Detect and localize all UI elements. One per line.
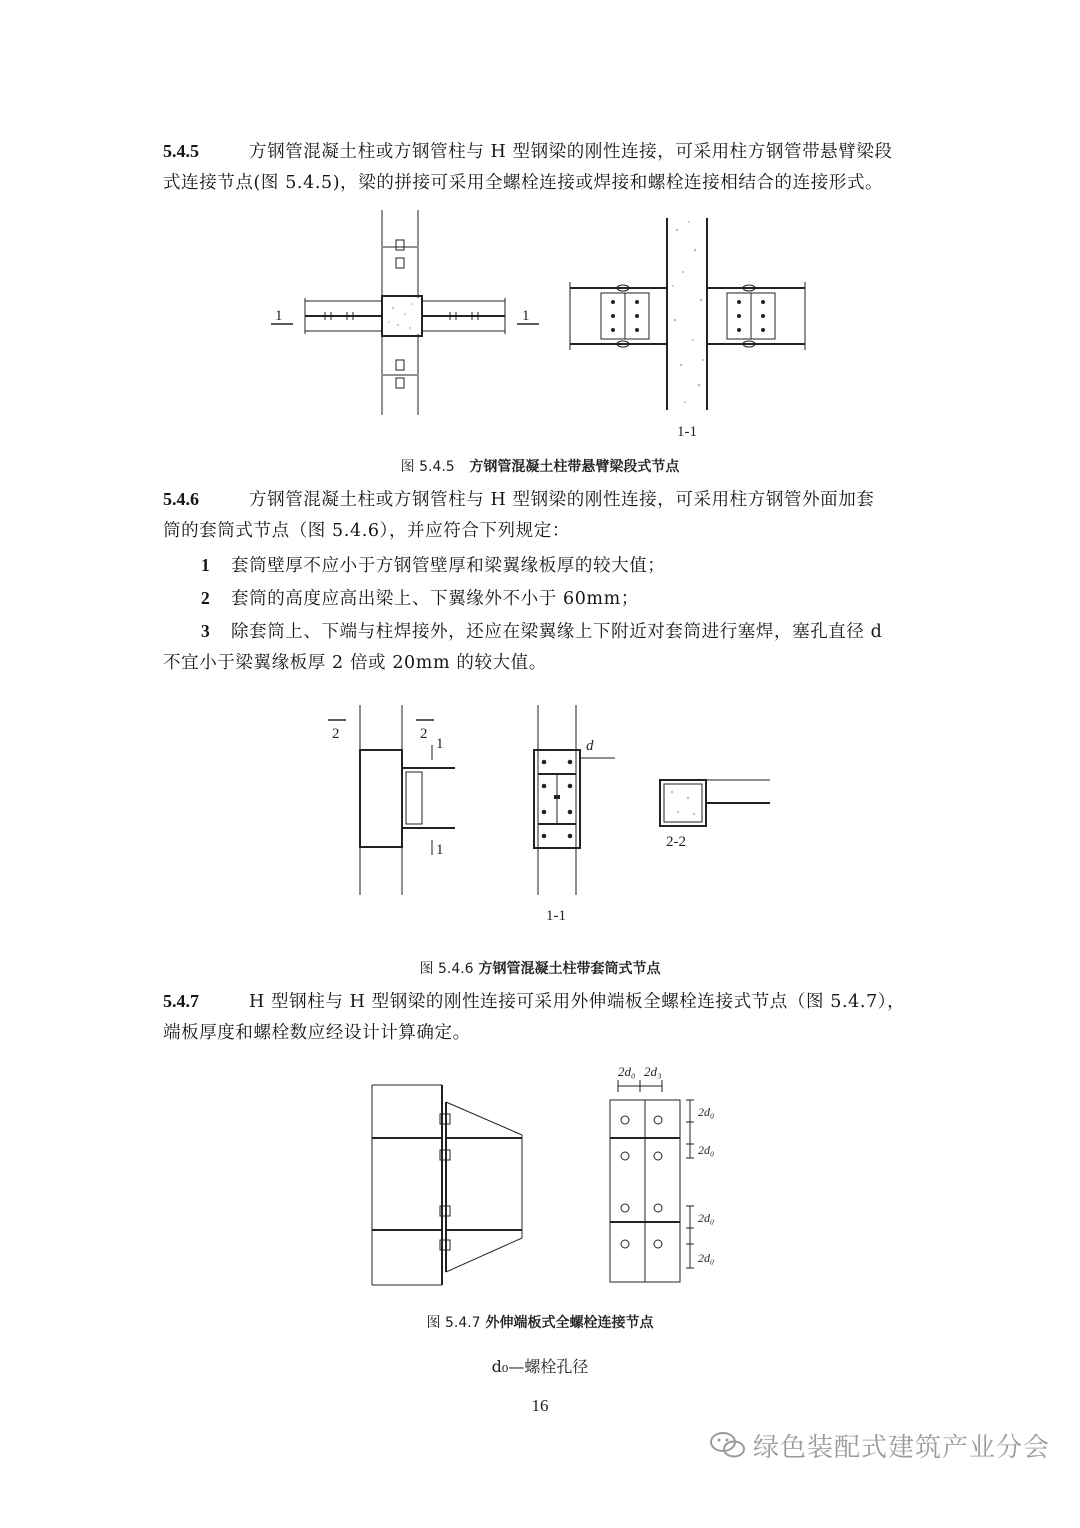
cut-mark-label: 1	[275, 308, 283, 324]
figure-5-4-7-endplate	[600, 1058, 730, 1288]
item-number: 3	[201, 621, 210, 641]
figure-title: 外伸端板式全螺栓连接节点	[485, 1315, 654, 1331]
section-text-cont: 端板厚度和螺栓数应经设计计算确定。	[163, 1023, 471, 1043]
dim-label: 2d₀	[698, 1143, 715, 1157]
section-5-4-6	[163, 484, 923, 547]
cut-mark-label: 2	[420, 726, 428, 742]
symbol-note: d₀—螺栓孔径	[491, 1357, 589, 1376]
figure-5-4-6-section-1-1	[520, 700, 640, 930]
cut-mark-label: 1	[436, 736, 444, 752]
section-5-4-7	[163, 986, 923, 1049]
dim-label: 2d₀	[618, 1064, 636, 1079]
wechat-icon	[709, 1430, 747, 1460]
dim-label: 2d₀	[698, 1251, 715, 1265]
figure-5-4-5-plan	[265, 210, 555, 420]
dim-label: d	[586, 738, 594, 754]
figure-5-4-7-elevation	[360, 1080, 535, 1295]
item-text: 除套筒上、下端与柱焊接外，还应在梁翼缘上下附近对套筒进行塞焊，塞孔直径 d	[231, 622, 883, 642]
watermark	[709, 1425, 1059, 1465]
figure-5-4-6-elevation	[320, 700, 480, 900]
item-number: 1	[201, 555, 210, 575]
item-text-cont: 不宜小于梁翼缘板厚 2 倍或 20mm 的较大值。	[163, 653, 547, 673]
section-label: 2-2	[666, 834, 686, 850]
item-text: 套筒壁厚不应小于方钢管壁厚和梁翼缘板厚的较大值；	[231, 556, 666, 576]
figure-number: 图 5.4.5	[400, 459, 455, 475]
figure-5-4-5-section	[565, 210, 815, 450]
section-text: 方钢管混凝土柱或方钢管柱与 H 型钢梁的刚性连接，可采用柱方钢管外面加套	[249, 490, 875, 510]
figure-caption	[0, 958, 1080, 978]
section-number: 5.4.7	[163, 991, 199, 1011]
section-text-cont: 筒的套筒式节点（图 5.4.6），并应符合下列规定：	[163, 521, 570, 541]
dim-label: 2d₀	[698, 1105, 715, 1119]
figure-number: 图 5.4.6	[419, 961, 474, 977]
item-number: 2	[201, 588, 210, 608]
list-item	[163, 616, 923, 679]
item-text: 套筒的高度应高出梁上、下翼缘外不小于 60mm；	[231, 589, 639, 609]
section-number: 5.4.5	[163, 141, 199, 161]
dim-label: 2d₀	[698, 1211, 715, 1225]
list-item	[163, 583, 923, 615]
section-label: 1-1	[546, 908, 566, 924]
figure-5-4-6-section-2-2	[650, 770, 780, 860]
section-label: 1-1	[677, 424, 697, 440]
figure-number: 图 5.4.7	[426, 1315, 481, 1331]
page-number: 16	[531, 1396, 549, 1415]
section-text: 方钢管混凝土柱或方钢管柱与 H 型钢梁的刚性连接，可采用柱方钢管带悬臂梁段	[249, 142, 893, 162]
cut-mark-label: 1	[522, 308, 530, 324]
figure-title: 方钢管混凝土柱带套筒式节点	[478, 961, 661, 977]
section-number: 5.4.6	[163, 489, 199, 509]
dim-label: 2d₃	[644, 1064, 662, 1079]
list-item	[163, 550, 923, 582]
section-5-4-5	[163, 136, 923, 199]
section-text-cont: 式连接节点(图 5.4.5)，梁的拼接可采用全螺栓连接或焊接和螺栓连接相结合的连接形式。	[163, 173, 884, 193]
figure-title: 方钢管混凝土柱带悬臂梁段式节点	[469, 459, 680, 475]
figure-caption	[0, 456, 1080, 476]
figure-caption	[0, 1312, 1080, 1332]
cut-mark-label: 1	[436, 842, 444, 858]
watermark-text: 绿色装配式建筑产业分会	[753, 1432, 1051, 1463]
cut-mark-label: 2	[332, 726, 340, 742]
section-text: H 型钢柱与 H 型钢梁的刚性连接可采用外伸端板全螺栓连接式节点（图 5.4.7），	[249, 992, 906, 1012]
